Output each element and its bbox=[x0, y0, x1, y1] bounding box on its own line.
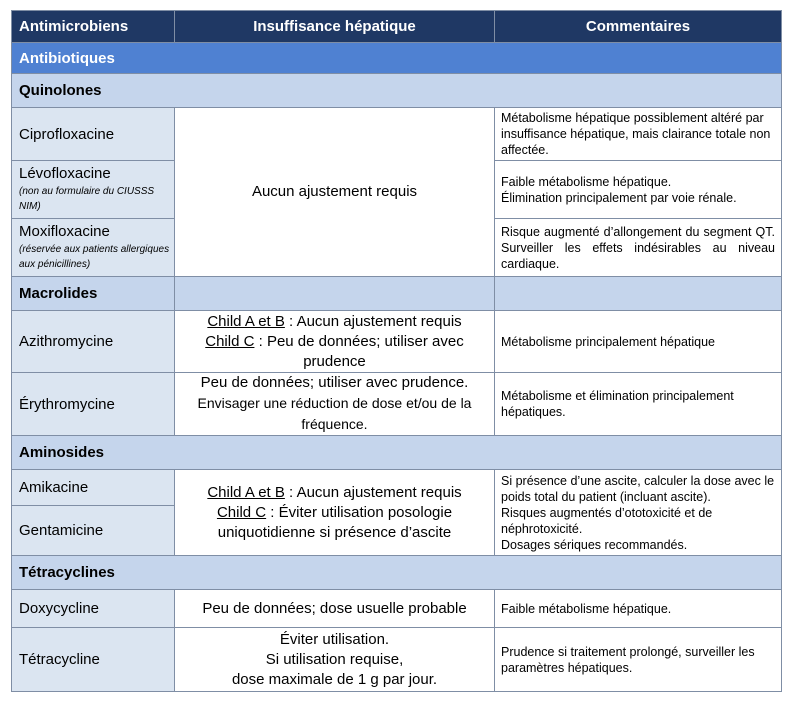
adjustment-line: dose maximale de 1 g par jour. bbox=[231, 670, 438, 688]
drug-azithromycine: Azithromycine bbox=[12, 311, 175, 373]
adjustment-line: Si utilisation requise, bbox=[265, 650, 404, 668]
drug-name: Moxifloxacine bbox=[19, 223, 110, 240]
comment-levofloxacine bbox=[495, 161, 782, 219]
group-row-quinolones bbox=[12, 74, 782, 108]
drug-ciprofloxacine: Ciprofloxacine bbox=[12, 108, 175, 161]
comment-azithromycine: Métabolisme principalement hépatique bbox=[495, 311, 782, 373]
group-empty-cell bbox=[175, 277, 495, 311]
table-row bbox=[12, 108, 782, 161]
child-ab-text: : Aucun ajustement requis bbox=[284, 483, 462, 501]
child-c-label: Child C bbox=[216, 503, 267, 521]
section-row bbox=[12, 43, 782, 74]
table-row bbox=[12, 311, 782, 373]
group-macrolides: Macrolides bbox=[12, 277, 175, 311]
child-c-text: : Éviter utilisation posologie uniquotidienne si présence d’ascite bbox=[217, 503, 453, 541]
child-c-label: Child C bbox=[205, 332, 255, 350]
comment-erythromycine: Métabolisme et élimination principalement hépatiques. bbox=[495, 373, 782, 436]
adjustment-aminosides bbox=[175, 470, 495, 556]
group-tetracyclines: Tétracyclines bbox=[12, 556, 782, 590]
comment-tetracycline: Prudence si traitement prolongé, surveiller les paramètres hépatiques. bbox=[495, 628, 782, 692]
section-antibiotiques: Antibiotiques bbox=[12, 43, 782, 74]
drug-note: (non au formulaire du CIUSSS NIM) bbox=[19, 186, 155, 212]
group-row-aminosides bbox=[12, 436, 782, 470]
adjustment-line: Éviter utilisation. bbox=[279, 630, 390, 648]
drug-amikacine: Amikacine bbox=[12, 470, 175, 506]
header-antimicrobiens: Antimicrobiens bbox=[12, 11, 175, 43]
drug-tetracycline: Tétracycline bbox=[12, 628, 175, 692]
header-commentaires: Commentaires bbox=[495, 11, 782, 43]
drug-doxycycline: Doxycycline bbox=[12, 590, 175, 628]
adjustment-line: Envisager une réduction de dose et/ou de la fréquence. bbox=[197, 395, 472, 432]
comment-line: Si présence d’une ascite, calculer la dose avec le poids total du patient (incluant ascite). bbox=[501, 473, 775, 504]
table-row bbox=[12, 590, 782, 628]
group-aminosides: Aminosides bbox=[12, 436, 782, 470]
header-insuffisance: Insuffisance hépatique bbox=[175, 11, 495, 43]
comment-ciprofloxacine: Métabolisme hépatique possiblement altéré par insuffisance hépatique, mais clairance totale non affectée. bbox=[495, 108, 782, 161]
child-c-text: : Peu de données; utiliser avec prudence bbox=[254, 332, 464, 370]
adjustment-line: Peu de données; utiliser avec prudence. bbox=[200, 374, 469, 391]
group-quinolones: Quinolones bbox=[12, 74, 782, 108]
group-empty-cell bbox=[495, 277, 782, 311]
table-row bbox=[12, 373, 782, 436]
child-ab-label: Child A et B bbox=[207, 483, 285, 501]
drug-erythromycine: Érythromycine bbox=[12, 373, 175, 436]
comment-doxycycline: Faible métabolisme hépatique. bbox=[495, 590, 782, 628]
child-ab-label: Child A et B bbox=[207, 312, 285, 330]
comment-moxifloxacine: Risque augmenté d’allongement du segment QT. Surveiller les effets indésirables au niveau cardiaque. bbox=[495, 219, 782, 277]
antimicrobial-table bbox=[11, 10, 782, 692]
comment-line: Risques augmentés d’ototoxicité et de néphrotoxicité. bbox=[501, 505, 713, 536]
comment-line: Faible métabolisme hépatique. bbox=[501, 174, 672, 189]
drug-note: (réservée aux patients allergiques aux pénicillines) bbox=[19, 244, 170, 270]
drug-levofloxacine bbox=[12, 161, 175, 219]
adjustment-quinolones: Aucun ajustement requis bbox=[175, 108, 495, 277]
group-row-tetracyclines bbox=[12, 556, 782, 590]
table-row bbox=[12, 628, 782, 692]
table-header-row bbox=[12, 11, 782, 43]
comment-aminosides bbox=[495, 470, 782, 556]
drug-name: Lévofloxacine bbox=[19, 165, 111, 182]
adjustment-azithromycine bbox=[175, 311, 495, 373]
drug-gentamicine: Gentamicine bbox=[12, 506, 175, 556]
adjustment-doxycycline: Peu de données; dose usuelle probable bbox=[175, 590, 495, 628]
comment-line: Élimination principalement par voie rénale. bbox=[501, 190, 737, 205]
comment-line: Dosages sériques recommandés. bbox=[501, 537, 688, 552]
adjustment-erythromycine bbox=[175, 373, 495, 436]
drug-moxifloxacine bbox=[12, 219, 175, 277]
table-row bbox=[12, 470, 782, 506]
child-ab-text: : Aucun ajustement requis bbox=[284, 312, 462, 330]
group-row-macrolides bbox=[12, 277, 782, 311]
adjustment-tetracycline bbox=[175, 628, 495, 692]
